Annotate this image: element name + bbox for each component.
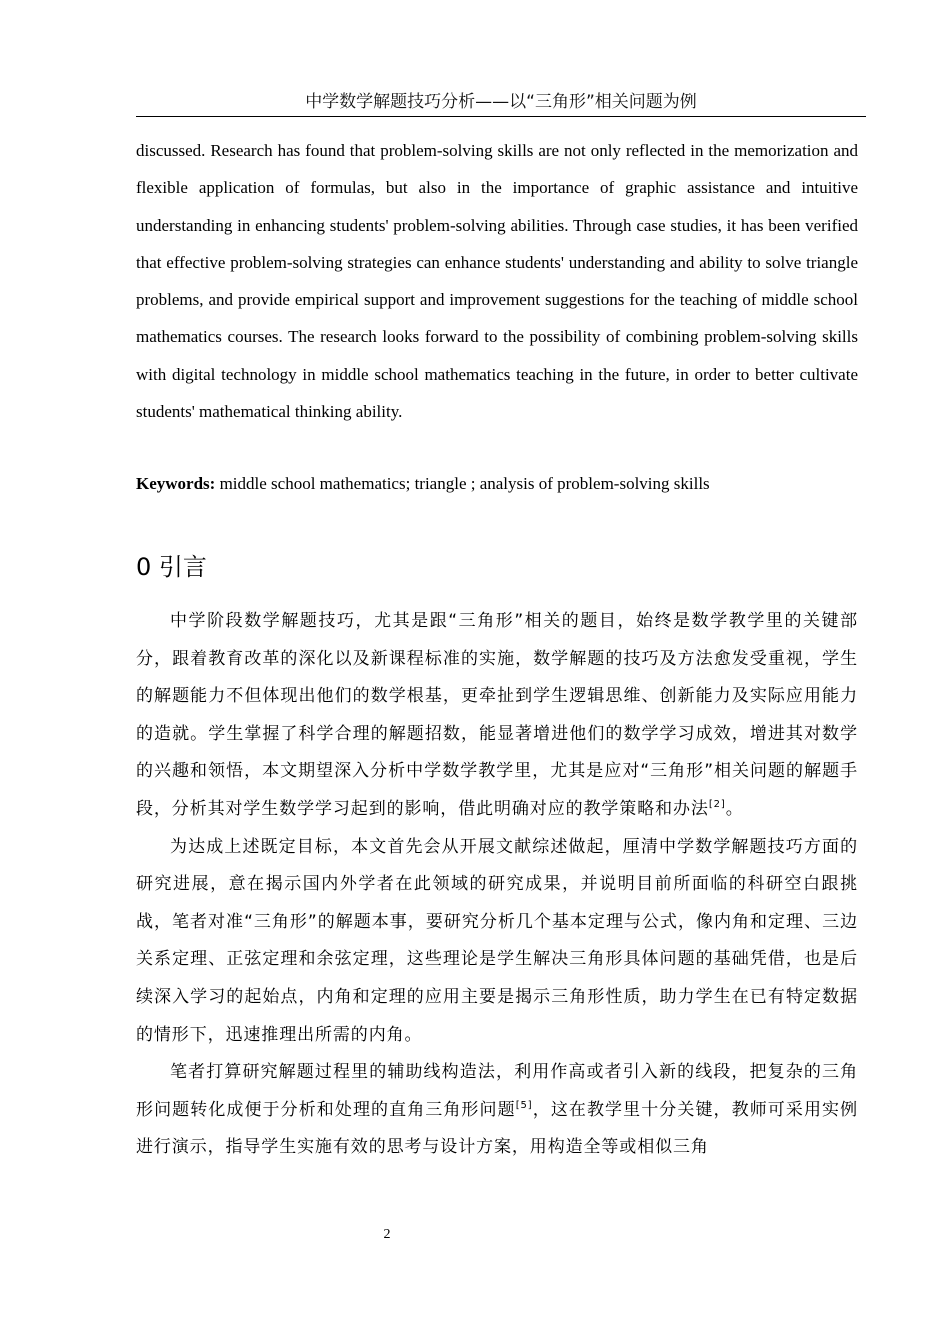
keywords-text: middle school mathematics; triangle ; analysis of problem-solving skills <box>215 474 710 493</box>
keywords-label: Keywords: <box>136 474 216 493</box>
section-heading: 0 引言 <box>136 553 207 581</box>
paragraph: 为达成上述既定目标，本文首先会从开展文献综述做起，厘清中学数学解题技巧方面的研究进展，意在揭示国内外学者在此领域的研究成果，并说明目前所面临的科研空白跟挑战，笔者对准“三角形”的解题本事，要研究分析几个基本定理与公式，像内角和定理、三边关系定理、正弦定理和余弦定理，这些理论是学生解决三角形具体问题的基础凭借，也是后续深入学习的起始点，内角和定理的应用主要是揭示三角形性质，助力学生在已有特定数据的情形下，迅速推理出所需的内角。 <box>136 836 858 1045</box>
paragraph-text: ，这在教学里十分关键，教师可采用实例进行演示，指导学生实施有效的思考与设计方案，用构造全等或相似三角 <box>136 1099 858 1158</box>
abstract-text: discussed. Research has found that problem-solving skills are not only reflected in the memorization and flexible application of formulas, but also in the importance of graphic assistance and intuitive understanding in enhancing students' problem-solving abilities. Through case studies, it has been verified that effective problem-solving strategies can enhance students' understanding and ability to solve triangle problems, and provide empirical support and improvement suggestions for the teaching of middle school mathematics courses. The research looks forward to the possibility of combining problem-solving skills with digital technology in middle school mathematics teaching in the future, in order to better cultivate students' mathematical thinking ability. <box>136 141 858 422</box>
body-text <box>136 603 858 1167</box>
paragraph-text: 中学阶段数学解题技巧，尤其是跟“三角形”相关的题目，始终是数学教学里的关键部分，跟着教育改革的深化以及新课程标准的实施，数学解题的技巧及方法愈发受重视，学生的解题能力不但体现出他们的数学根基，更牵扯到学生逻辑思维、创新能力及实际应用能力的造就。学生掌握了科学合理的解题招数，能显著增进他们的数学学习成效，增进其对数学的兴趣和领悟，本文期望深入分析中学数学教学里，尤其是应对“三角形”相关问题的解题手段，分析其对学生数学学习起到的影响，借此明确对应的教学策略和办法 <box>136 611 858 819</box>
paragraph-text: 笔者打算研究解题过程里的辅助线构造法，利用作高或者引入新的线段，把复杂的三角形问题转化成便于分析和处理的直角三角形问题 <box>136 1062 858 1120</box>
keywords-line <box>136 467 858 501</box>
paragraph-text: 。 <box>725 798 744 819</box>
header-rule <box>136 116 866 117</box>
page-number: 2 <box>383 1227 391 1242</box>
paragraph <box>136 603 858 829</box>
citation-ref: [2] <box>708 798 726 810</box>
running-header: 中学数学解题技巧分析——以“三角形”相关问题为例 <box>305 92 697 112</box>
citation-ref: [5] <box>515 1099 533 1111</box>
english-abstract <box>136 132 858 430</box>
paragraph <box>136 1054 858 1167</box>
